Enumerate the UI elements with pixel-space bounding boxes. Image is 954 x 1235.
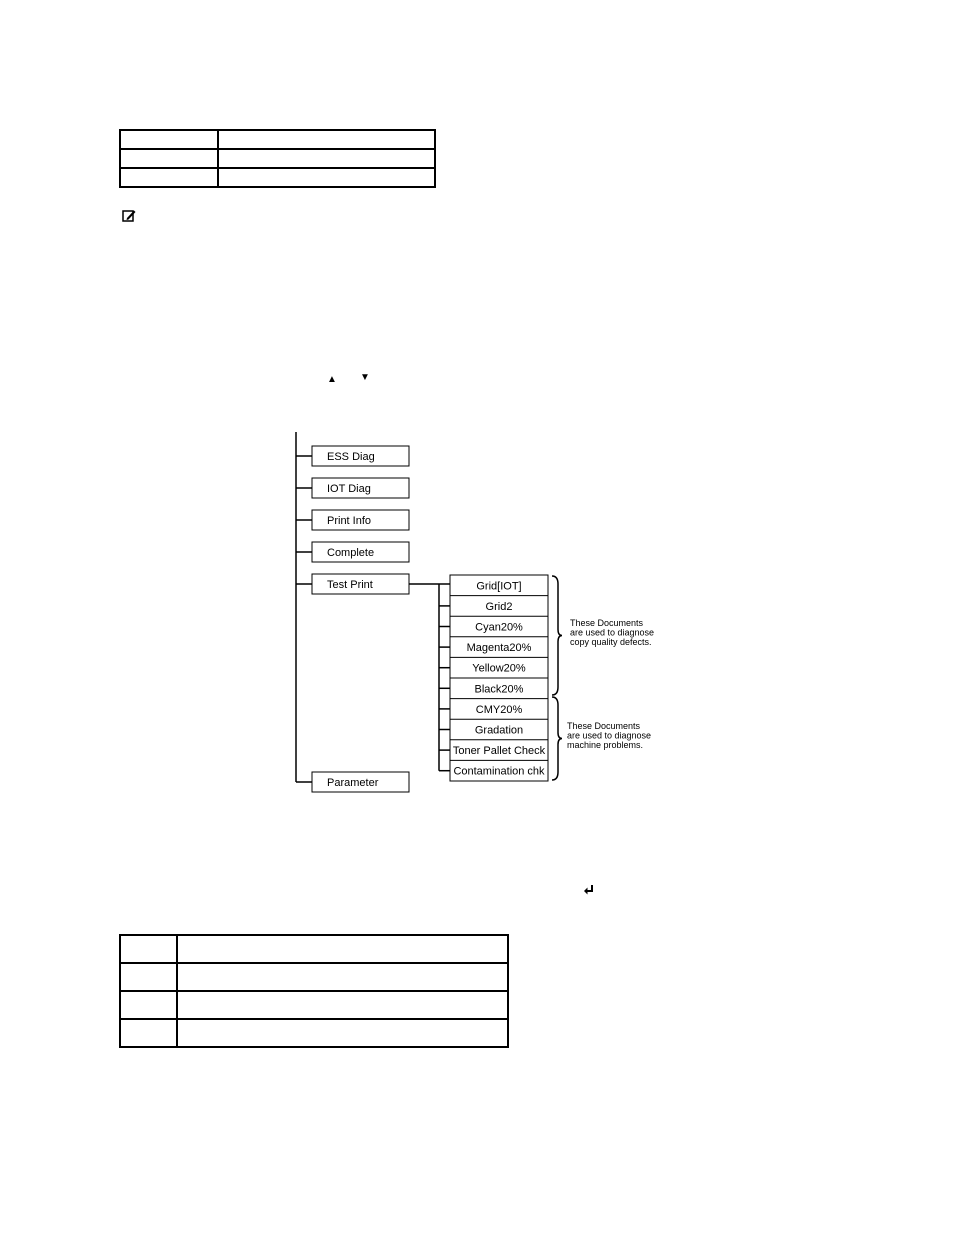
down-arrow-icon: ▼: [360, 372, 370, 383]
note-line: machine problems.: [567, 740, 644, 750]
group-notes: [567, 618, 654, 750]
table-row: [120, 991, 508, 1019]
table-cell: [177, 935, 508, 963]
table-cell: [177, 1019, 508, 1047]
submenu-item-label: Toner Pallet Check: [452, 745, 546, 758]
table-cell: [120, 1019, 177, 1047]
menu-item-label: Test Print: [327, 579, 373, 591]
enter-key-icon: [583, 884, 595, 896]
note-line: copy quality defects.: [570, 637, 652, 647]
table-cell: [177, 991, 508, 1019]
menu-item-label: Complete: [327, 547, 375, 559]
submenu-item-label: CMY20%: [475, 703, 523, 716]
up-arrow-icon: ▲: [327, 374, 337, 385]
submenu-item-label: Contamination chk: [453, 765, 545, 778]
brace-machine-problems: [552, 697, 562, 780]
submenu-item-label: Gradation: [474, 724, 524, 737]
table-cell: [120, 963, 177, 991]
bottom-table: [119, 934, 509, 1048]
submenu-item-label: Black20%: [474, 683, 524, 696]
submenu-item-label: Cyan20%: [475, 621, 523, 634]
submenu-item-label: Grid2: [485, 600, 513, 613]
test-print-submenu: [450, 575, 548, 781]
grouping-braces: [552, 576, 562, 780]
table-cell: [177, 963, 508, 991]
table-row: [120, 1019, 508, 1047]
menu-item-label: Print Info: [327, 515, 372, 527]
submenu-item-label: Magenta20%: [466, 642, 532, 655]
note-line: are used to diagnose: [567, 730, 652, 741]
main-menu-nodes: [312, 446, 409, 792]
note-line: are used to diagnose: [570, 627, 655, 638]
submenu-item-label: Yellow20%: [472, 662, 526, 675]
note-line: These Documents: [570, 618, 644, 628]
note-line: These Documents: [567, 721, 641, 731]
table-row: [120, 935, 508, 963]
table-cell: [120, 935, 177, 963]
menu-item-label: Parameter: [327, 777, 379, 789]
table-row: [120, 963, 508, 991]
table-cell: [120, 991, 177, 1019]
submenu-item-label: Grid[IOT]: [476, 580, 522, 593]
menu-item-label: ESS Diag: [327, 451, 375, 463]
menu-item-label: IOT Diag: [327, 483, 371, 495]
brace-copy-quality: [552, 576, 562, 695]
